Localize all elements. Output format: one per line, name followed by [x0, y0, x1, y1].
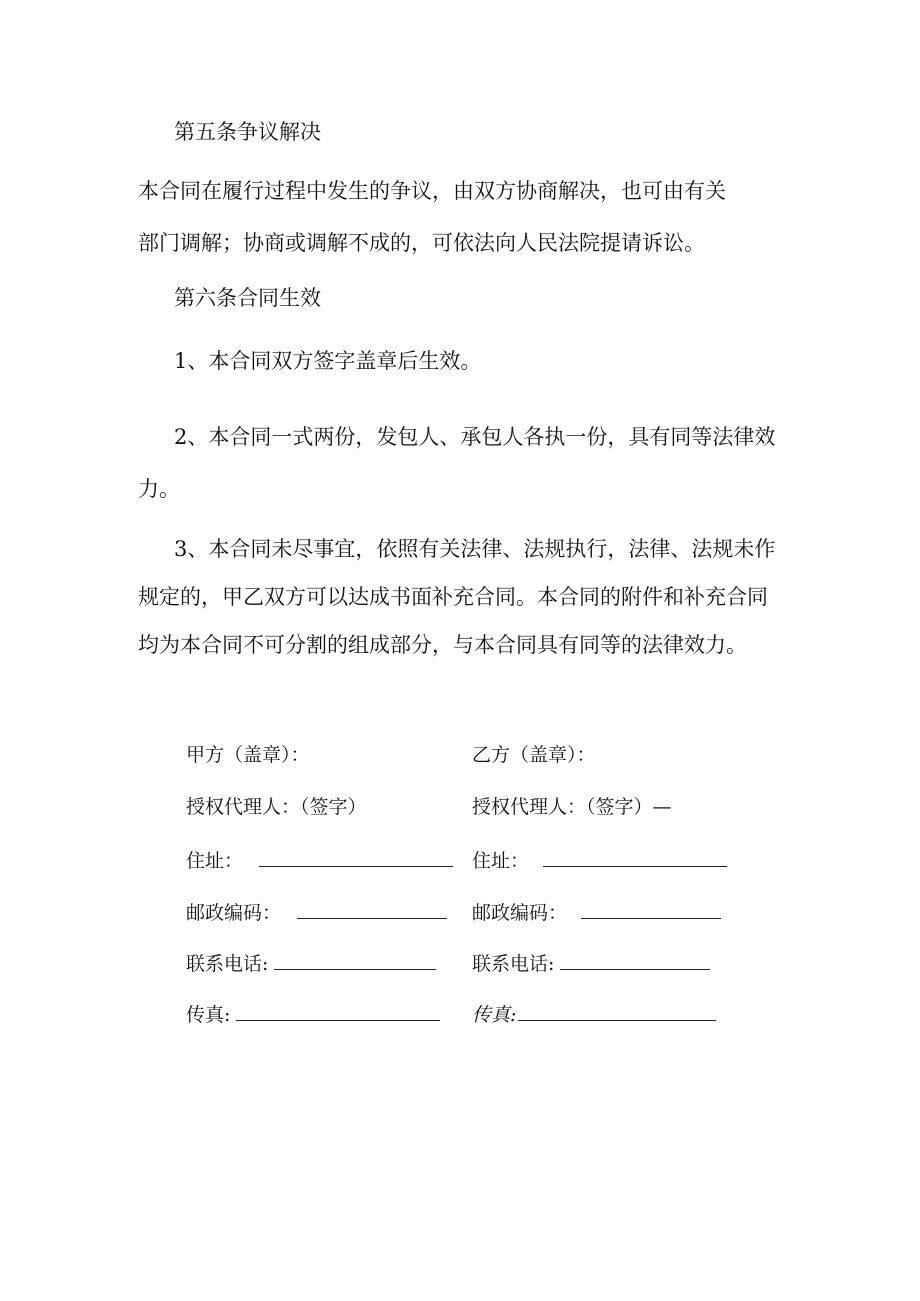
- party-a-fax-row: [186, 1000, 440, 1027]
- party-a-address-row: [186, 846, 453, 873]
- party-b-fax-blank: [518, 1000, 716, 1021]
- party-b-phone-label: 联系电话:: [472, 953, 555, 975]
- article5-heading: 第五条争议解决: [174, 120, 321, 144]
- article6-item1: 1、本合同双方签字盖章后生效。: [174, 349, 482, 373]
- article6-item3-line3: 均为本合同不可分割的组成部分，与本合同具有同等的法律效力。: [138, 633, 747, 657]
- party-b-fax-label: 传真:: [472, 1004, 517, 1026]
- article5-paragraph-line2: 部门调解；协商或调解不成的，可依法向人民法院提请诉讼。: [138, 231, 705, 255]
- party-a-phone-label: 联系电话:: [186, 953, 269, 975]
- party-a-postcode-blank: [297, 898, 447, 919]
- party-a-fax-blank: [236, 1000, 440, 1021]
- party-a-phone-row: [186, 949, 436, 976]
- party-b-phone-row: [472, 949, 710, 976]
- party-a-phone-blank: [274, 949, 436, 970]
- party-a-address-blank: [259, 846, 453, 867]
- party-b-phone-blank: [560, 949, 710, 970]
- party-a-agent: 授权代理人：（签字）: [186, 796, 367, 818]
- article6-item3-line2: 规定的，甲乙双方可以达成书面补充合同。本合同的附件和补充合同: [138, 585, 768, 609]
- article6-item3-line1: 3、本合同未尽事宜，依照有关法律、法规执行，法律、法规未作: [174, 537, 776, 561]
- party-a-seal: 甲方（盖章）：: [186, 744, 310, 766]
- party-b-address-blank: [543, 846, 727, 867]
- article5-paragraph-line1: 本合同在履行过程中发生的争议，由双方协商解决，也可由有关: [138, 179, 726, 203]
- party-b-postcode-label: 邮政编码：: [472, 902, 568, 924]
- party-b-fax-row: [472, 1000, 716, 1027]
- party-b-agent: 授权代理人：（签字）—: [472, 796, 672, 818]
- party-b-postcode-blank: [581, 898, 721, 919]
- party-b-address-row: [472, 846, 727, 873]
- party-a-fax-label: 传真:: [186, 1004, 231, 1026]
- party-a-postcode-label: 邮政编码：: [186, 902, 282, 924]
- party-a-address-label: 住址：: [186, 850, 244, 872]
- party-b-postcode-row: [472, 898, 721, 925]
- article6-item2-line1: 2、本合同一式两份，发包人、承包人各执一份，具有同等法律效: [174, 425, 776, 449]
- party-b-seal: 乙方（盖章）：: [472, 744, 596, 766]
- article6-heading: 第六条合同生效: [174, 286, 321, 310]
- article6-item2-line2: 力。: [138, 477, 180, 501]
- party-b-address-label: 住址：: [472, 850, 530, 872]
- party-a-postcode-row: [186, 898, 447, 925]
